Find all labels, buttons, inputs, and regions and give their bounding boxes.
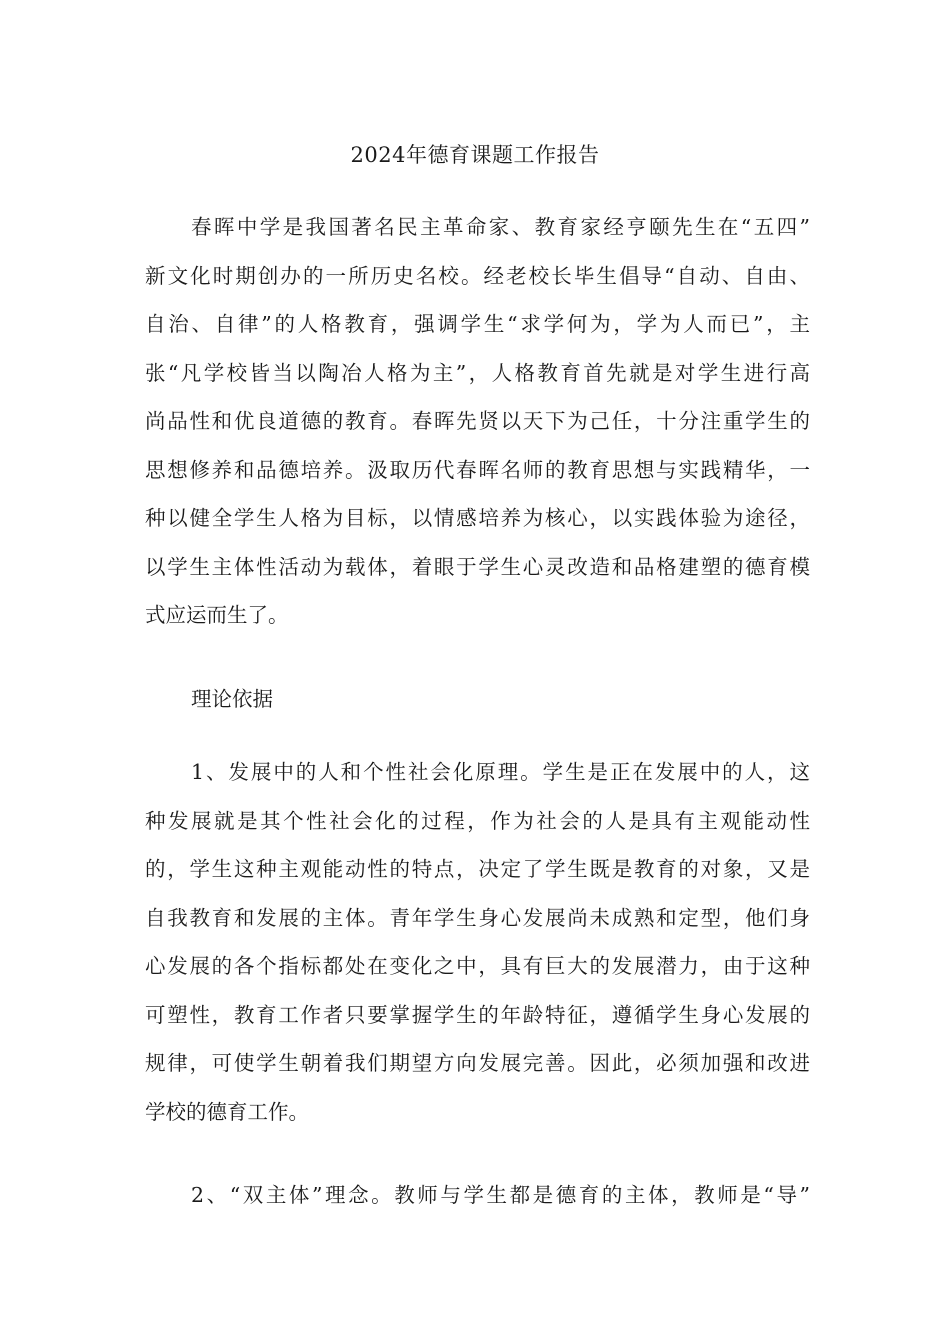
point2-paragraph <box>145 1180 810 1229</box>
intro-line: 张“凡学校皆当以陶冶人格为主”，人格教育首先就是对学生进行高 <box>145 360 810 385</box>
point1-paragraph <box>145 757 810 1145</box>
point2-line: 2、“双主体”理念。教师与学生都是德育的主体，教师是“导” <box>191 1183 810 1207</box>
point1-line: 规律，可使学生朝着我们期望方向发展完善。因此，必须加强和改进 <box>145 1051 810 1075</box>
intro-line: 尚品性和优良道德的教育。春晖先贤以天下为己任，十分注重学生的 <box>145 409 810 433</box>
section-heading: 理论依据 <box>191 687 273 711</box>
point1-line: 可塑性，教育工作者只要掌握学生的年龄特征，遵循学生身心发展的 <box>145 1002 810 1027</box>
intro-line: 春晖中学是我国著名民主革命家、教育家经亨颐先生在“五四” <box>191 215 810 239</box>
intro-line: 新文化时期创办的一所历史名校。经老校长毕生倡导“自动、自由、 <box>145 263 810 288</box>
intro-line: 种以健全学生人格为目标，以情感培养为核心，以实践体验为途径， <box>145 506 810 530</box>
intro-line: 以学生主体性活动为载体，着眼于学生心灵改造和品格建塑的德育模 <box>145 554 810 579</box>
intro-line: 式应运而生了。 <box>145 603 289 627</box>
intro-line: 自治、自律”的人格教育，强调学生“求学何为，学为人而已”，主 <box>145 312 810 336</box>
intro-line: 思想修养和品德培养。汲取历代春晖名师的教育思想与实践精华，一 <box>145 457 810 482</box>
document-title: 2024年德育课题工作报告 <box>350 143 600 167</box>
point1-line: 种发展就是其个性社会化的过程，作为社会的人是具有主观能动性 <box>145 808 810 833</box>
intro-paragraph <box>145 212 810 649</box>
point1-line: 自我教育和发展的主体。青年学生身心发展尚未成熟和定型，他们身 <box>145 905 810 930</box>
point1-line: 的，学生这种主观能动性的特点，决定了学生既是教育的对象，又是 <box>145 857 810 881</box>
point1-line: 心发展的各个指标都处在变化之中，具有巨大的发展潜力，由于这种 <box>145 954 810 978</box>
point1-line: 学校的德育工作。 <box>145 1099 309 1124</box>
point1-line: 1、发展中的人和个性社会化原理。学生是正在发展中的人，这 <box>191 760 810 784</box>
